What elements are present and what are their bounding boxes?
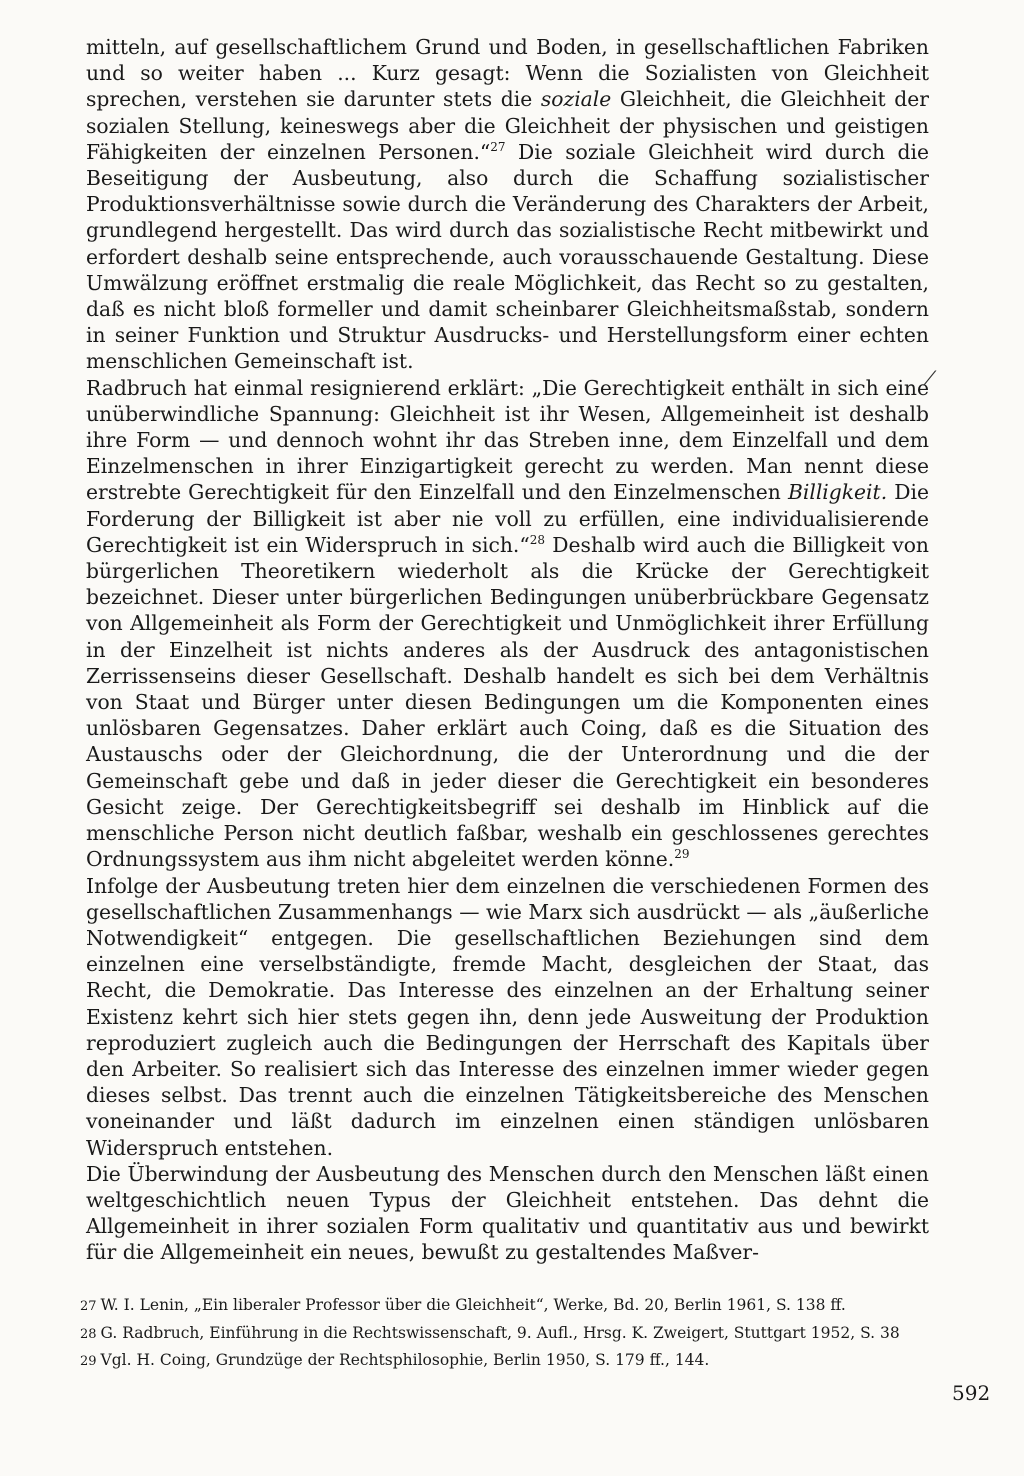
text-segment: Die Überwindung der Ausbeutung des Menschen durch den Menschen läßt einen weltgeschichtlich neuen Typus der Gleichheit entstehen. Das dehnt die Allgemeinheit in ihrer sozialen Form qualitativ und quantitativ aus und bewirkt für die Allgemeinheit ein neues, bewußt zu gestaltendes Maßver- <box>86 1161 929 1265</box>
text-segment: Die Forderung der Billigkeit ist aber nie voll zu erfüllen, eine individualisierende Gerechtigkeit ist ein Widerspruch in sich.“ <box>86 480 929 557</box>
footnote-number: 27 <box>80 1299 97 1314</box>
text-segment: Gleichheit, die Gleichheit der sozialen Stellung, keineswegs aber die Gleichheit der physischen und geistigen Fähigkeiten der einzelnen Personen.“ <box>86 87 929 164</box>
footnote <box>80 1294 932 1319</box>
footnote-text: G. Radbruch, Einführung in die Rechtswissenschaft, 9. Aufl., Hrsg. K. Zweigert, Stuttgart 1952, S. 38 <box>100 1323 900 1342</box>
text-segment: Radbruch hat einmal resignierend erklärt: „Die Gerechtigkeit enthält in sich eine unüberwindliche Spannung: Gleichheit ist ihr Wesen, Allgemeinheit ist deshalb ihre Form — und dennoch wohnt ihr das Streben inne, dem Einzelfall und dem Einzelmenschen in ihrer Einzigartigkeit gerecht zu werden. Man nennt diese erstrebte Gerechtigkeit für den Einzelfall und den Einzelmenschen <box>86 375 929 505</box>
emphasized-text: soziale <box>540 87 612 112</box>
emphasized-text: Billigkeit. <box>787 480 888 505</box>
margin-annotation-mark: ⁄ <box>928 366 932 390</box>
text-segment: Infolge der Ausbeutung treten hier dem einzelnen die verschiedenen Formen des gesellschaftlichen Zusammenhangs — wie Marx sich ausdrückt — als „äußerliche Notwendigkeit“ entgegen. Die gesellschaftlichen Beziehungen sind dem einzelnen eine verselbständigte, fremde Macht, desgleichen der Staat, das Recht, die Demokratie. Das Interesse des einzelnen an der Erhaltung seiner Existenz kehrt sich hier stets gegen ihn, denn jede Ausweitung der Produktion reproduziert zugleich auch die Bedingungen der Herrschaft des Kapitals über den Arbeiter. So realisiert sich das Interesse des einzelnen immer wieder gegen dieses selbst. Das trennt auch die einzelnen Tätigkeitsbereiche des Menschen voneinander und läßt dadurch im einzelnen einen ständigen unlösbaren Widerspruch entstehen. <box>86 873 929 1160</box>
footnote-number: 28 <box>80 1326 97 1342</box>
footnote-number: 29 <box>80 1354 97 1369</box>
paragraph <box>86 873 929 1161</box>
footnote-text: W. I. Lenin, „Ein liberaler Professor über die Gleichheit“, Werke, Bd. 20, Berlin 1961, S. 138 ff. <box>100 1296 846 1314</box>
footnote-reference: 27 <box>490 140 506 155</box>
text-segment: Die soziale Gleichheit wird durch die Beseitigung der Ausbeutung, also durch die Schaffung sozialistischer Produktionsverhältnisse sowie durch die Veränderung des Charakters der Arbeit, grundlegend hergestellt. Das wird durch das sozialistische Recht mitbewirkt und erfordert deshalb seine entsprechende, auch vorausschauende Gestaltung. Diese Umwälzung eröffnet erstmalig die reale Möglichkeit, das Recht so zu gestalten, daß es nicht bloß formeller und damit scheinbarer Gleichheitsmaßstab, sondern in seiner Funktion und Struktur Ausdrucks- und Herstellungsform einer echten menschlichen Gemeinschaft ist. <box>86 139 929 374</box>
text-segment: Deshalb wird auch die Billigkeit von bürgerlichen Theoretikern wiederholt als die Krücke der Gerechtigkeit bezeichnet. Dieser unter bürgerlichen Bedingungen unüberbrückbare Gegensatz von Allgemeinheit als Form der Gerechtigkeit und Unmöglichkeit ihrer Erfüllung in der Einzelheit ist nichts anderes als der Ausdruck des antagonistischen Zerrissenseins dieser Gesellschaft. Deshalb handelt es sich bei dem Verhältnis von Staat und Bürger unter diesen Bedingungen um die Komponenten eines unlösbaren Gegensatzes. Daher erklärt auch Coing, daß es die Situation des Austauschs oder der Gleichordnung, die der Unterordnung und die der Gemeinschaft gebe und daß in jeder dieser die Gerechtigkeit ein besonderes Gesicht zeige. Der Gerechtigkeitsbegriff sei deshalb im Hinblick auf die menschliche Person nicht deutlich faßbar, weshalb ein geschlossenes gerechtes Ordnungssystem aus ihm nicht abgeleitet werden könne. <box>86 532 929 872</box>
footnote <box>80 1349 932 1374</box>
main-text <box>86 34 932 1266</box>
footnote-reference: 28 <box>529 533 546 548</box>
text-segment: mitteln, auf gesellschaftlichem Grund und Boden, in gesellschaftlichen Fabriken und so weiter haben ... Kurz gesagt: Wenn die Sozialisten von Gleichheit sprechen, verstehen sie darunter stets die <box>86 35 929 112</box>
page-number: 592 <box>952 1381 991 1405</box>
paragraph <box>86 1161 929 1266</box>
paragraph <box>86 34 929 375</box>
footnote-reference: 29 <box>674 847 690 862</box>
footnote <box>80 1322 932 1347</box>
paragraph <box>86 375 929 873</box>
footnote-text: Vgl. H. Coing, Grundzüge der Rechtsphilosophie, Berlin 1950, S. 179 ff., 144. <box>100 1351 710 1369</box>
footnotes <box>80 1294 932 1377</box>
